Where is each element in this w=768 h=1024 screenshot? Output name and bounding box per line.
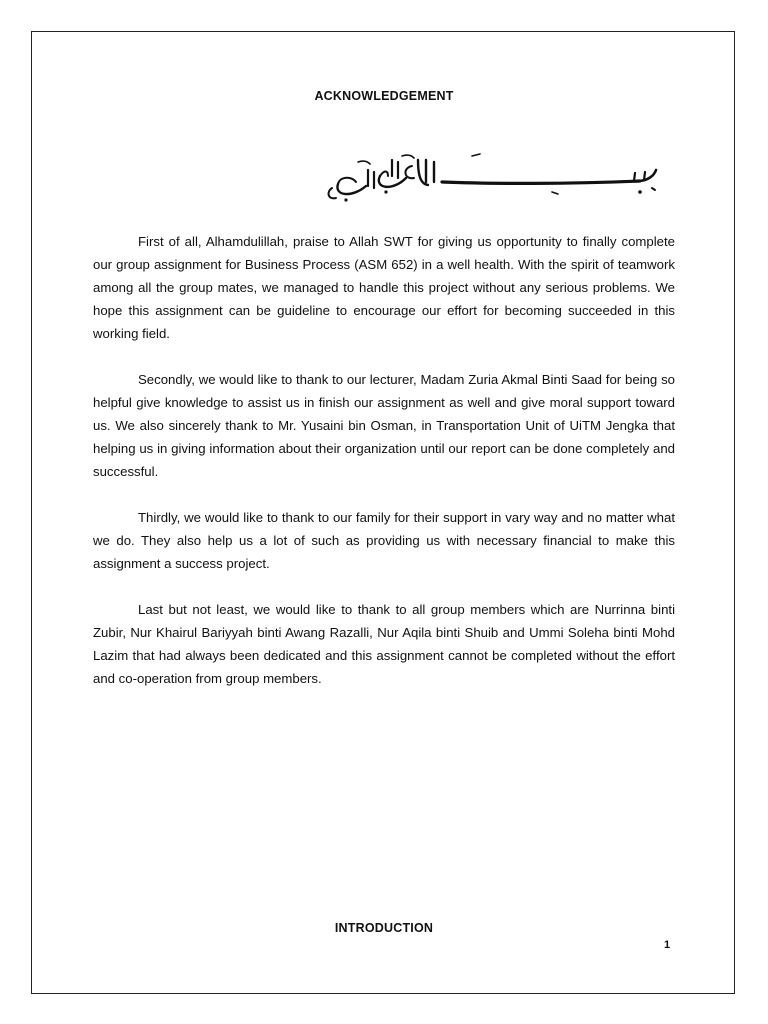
paragraph-gratitude-allah: First of all, Alhamdulillah, praise to Allah SWT for giving us opportunity to finally complete our group assignment for Business Process (ASM 652) in a well health. With the spirit of teamwork among all the group mates, we managed to handle this project without any serious problems. We hope this assignment can be guideline to encourage our effort for becoming succeeded in this working field. <box>93 234 675 341</box>
paragraph-thanks-lecturer: Secondly, we would like to thank to our lecturer, Madam Zuria Akmal Binti Saad for being so helpful give knowledge to assist us in finish our assignment as well and give moral support toward us. We also sincerely thank to Mr. Yusaini bin Osman, in Transportation Unit of UiTM Jengka that helping us in giving information about their organization until our report can be done completely and successful. <box>93 372 675 479</box>
paragraph-thanks-group-members: Last but not least, we would like to thank to all group members which are Nurrinna binti Zubir, Nur Khairul Bariyyah binti Awang Razalli, Nur Aqila binti Shuib and Ummi Soleha binti Mohd Lazim that had always been dedicated and this assignment cannot be completed without the effort and co-operation from group members. <box>93 602 675 686</box>
page-number: 1 <box>664 939 671 951</box>
next-section-heading: INTRODUCTION <box>334 921 434 935</box>
paragraph-thanks-family: Thirdly, we would like to thank to our family for their support in vary way and no matter what we do. They also help us a lot of such as providing us with necessary financial to make this assignment a success project. <box>93 510 675 571</box>
page-title: ACKNOWLEDGEMENT <box>314 89 454 103</box>
bismillah-calligraphy <box>322 148 672 210</box>
